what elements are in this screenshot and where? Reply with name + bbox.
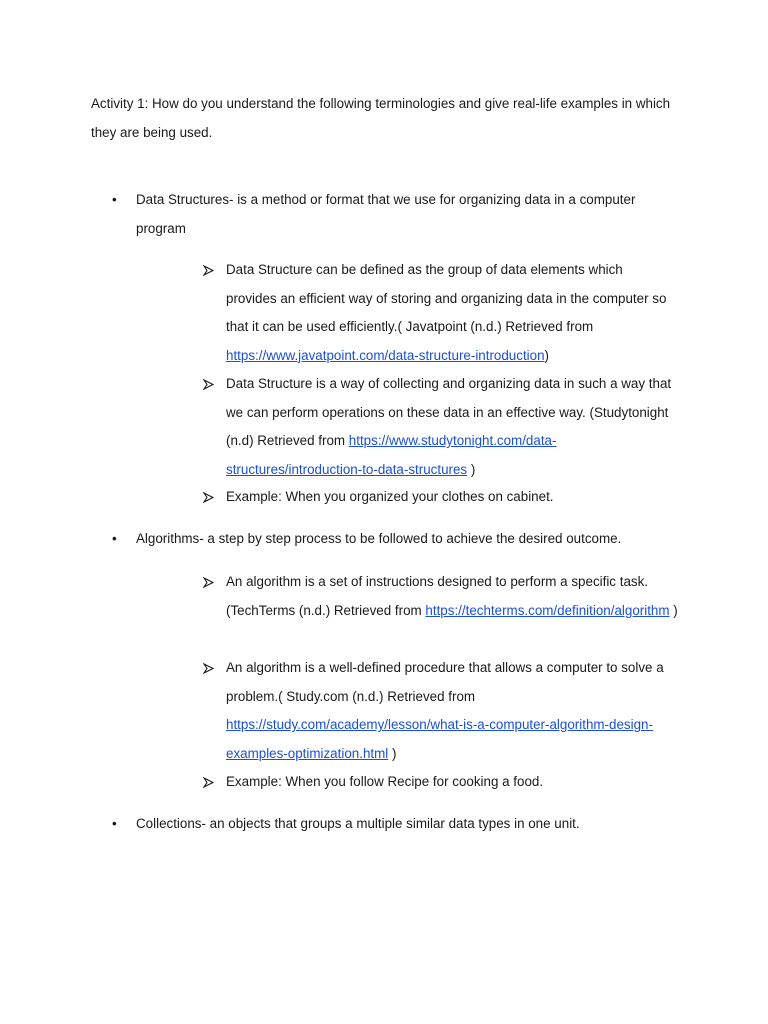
arrow-bullet-icon (203, 256, 217, 276)
point-data-structure-definition-2: Data Structure is a way of collecting and organizing data in such a way that we can perform operations on these data in an effective way. (Studytonight (n.d) Retrieved from https://www.studytonight.com/data-structures/introduction-to-data-structures ) (226, 376, 672, 477)
bullet-icon: • (112, 192, 117, 207)
topic-title-data-structures: Data Structures- is a method or format that we use for organizing data in a computer program (136, 192, 636, 236)
arrow-bullet-icon (203, 483, 217, 503)
activity-intro: Activity 1: How do you understand the following terminologies and give real-life examples in which they are being used. (91, 96, 671, 140)
point-data-structure-definition-1: Data Structure can be defined as the group of data elements which provides an efficient way of storing and organizing data in the computer so that it can be used efficiently.( Javatpoint (n.d.) Retrieved from https://www.javatpoint.com/data-structure-introduction) (226, 262, 667, 363)
topic-title-collections: Collections- an objects that groups a multiple similar data types in one unit. (136, 816, 580, 831)
arrow-bullet-icon (203, 654, 217, 674)
topic-title-algorithms: Algorithms- a step by step process to be followed to achieve the desired outcome. (136, 531, 622, 546)
arrow-bullet-icon (203, 768, 217, 788)
arrow-bullet-icon (203, 568, 217, 588)
point-algorithm-example: Example: When you follow Recipe for cooking a food. (226, 774, 544, 789)
arrow-bullet-icon (203, 370, 217, 390)
point-data-structure-example: Example: When you organized your clothes on cabinet. (226, 489, 554, 504)
link-javatpoint[interactable]: https://www.javatpoint.com/data-structure-introduction (226, 347, 545, 363)
point-algorithm-definition-2: An algorithm is a well-defined procedure that allows a computer to solve a problem.( Study.com (n.d.) Retrieved from https://study.com/academy/lesson/what-is-a-computer-algorithm-design-examples-optimization.html ) (226, 660, 664, 761)
link-studytonight[interactable]: https://www.studytonight.com/data-structures/introduction-to-data-structures (226, 433, 557, 477)
bullet-icon: • (112, 816, 117, 831)
bullet-icon: • (112, 531, 117, 546)
link-techterms[interactable]: https://techterms.com/definition/algorithm (425, 602, 670, 618)
link-study-com[interactable]: https://study.com/academy/lesson/what-is-a-computer-algorithm-design-examples-optimization.html (226, 717, 653, 761)
point-algorithm-definition-1: An algorithm is a set of instructions designed to perform a specific task. (TechTerms (n.d.) Retrieved from https://techterms.com/definition/algorithm ) (226, 574, 678, 618)
